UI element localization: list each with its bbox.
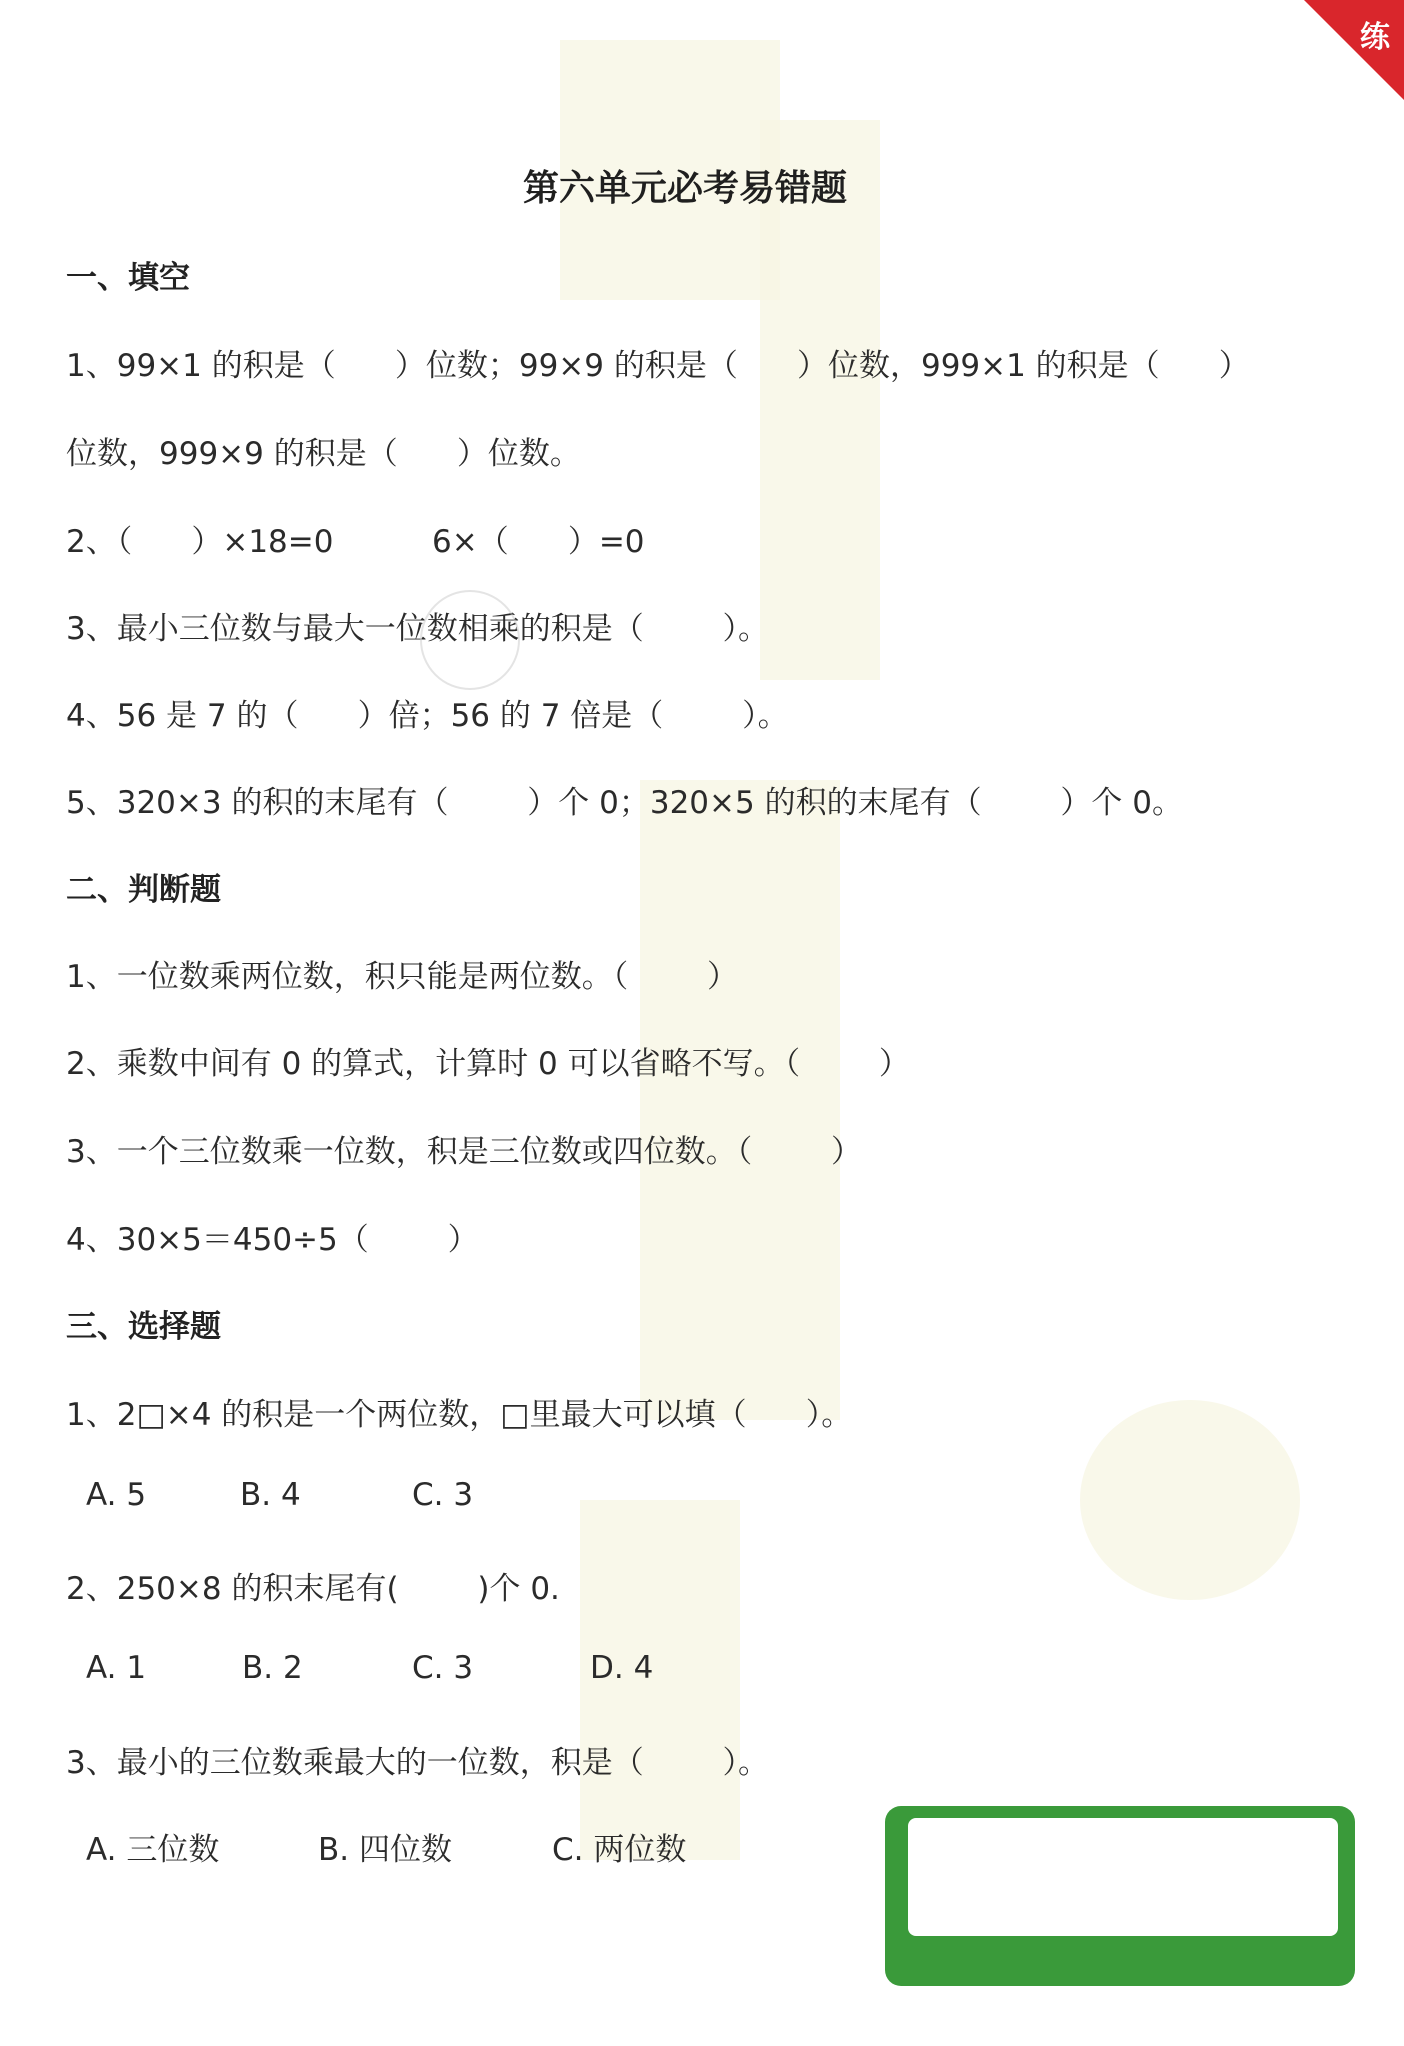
choice-question: 1、2□×4 的积是一个两位数，□里最大可以填（ ）。 [66, 1397, 853, 1433]
section-heading-choice: 三、选择题 [66, 1309, 221, 1345]
choice-option: A. 三位数 [86, 1832, 220, 1868]
fill-question-line: 3、最小三位数与最大一位数相乘的积是（ ）。 [66, 611, 770, 647]
scan-texture [1080, 1400, 1300, 1600]
judge-question-line: 1、一位数乘两位数，积只能是两位数。（ ） [66, 959, 739, 995]
choice-option: A. 5 [86, 1477, 147, 1513]
section-heading-fill: 一、填空 [66, 260, 190, 296]
judge-question-line: 3、一个三位数乘一位数，积是三位数或四位数。（ ） [66, 1134, 863, 1170]
choice-option: B. 4 [240, 1477, 301, 1513]
choice-option: A. 1 [86, 1650, 147, 1686]
judge-question-line: 2、乘数中间有 0 的算式，计算时 0 可以省略不写。（ ） [66, 1046, 910, 1082]
choice-option: B. 2 [242, 1650, 303, 1686]
choice-option: C. 两位数 [552, 1832, 687, 1868]
fill-question-line: 2、（ ）×18=0 6×（ ）=0 [66, 524, 645, 560]
choice-question: 2、250×8 的积末尾有( )个 0. [66, 1571, 560, 1607]
choice-option: C. 3 [412, 1650, 474, 1686]
fill-question-line: 4、56 是 7 的（ ）倍；56 的 7 倍是（ ）。 [66, 698, 789, 734]
choice-option: C. 3 [412, 1477, 474, 1513]
fill-question-line: 5、320×3 的积的末尾有（ ）个 0；320×5 的积的末尾有（ ）个 0。 [66, 785, 1183, 821]
fill-question-line: 位数，999×9 的积是（ ）位数。 [66, 436, 581, 472]
judge-question-line: 4、30×5＝450÷5（ ） [66, 1222, 479, 1258]
scan-texture [640, 780, 840, 1420]
page-title: 第六单元必考易错题 [522, 168, 847, 209]
section-heading-judge: 二、判断题 [66, 872, 221, 908]
choice-option: B. 四位数 [318, 1832, 452, 1868]
green-box-inner [908, 1818, 1338, 1936]
choice-question: 3、最小的三位数乘最大的一位数，积是（ ）。 [66, 1745, 770, 1781]
corner-tab-label: 练 [1360, 20, 1390, 55]
faint-stamp [420, 590, 520, 690]
choice-option: D. 4 [590, 1650, 654, 1686]
fill-question-line: 1、99×1 的积是（ ）位数；99×9 的积是（ ）位数，999×1 的积是（ ） [66, 348, 1250, 384]
